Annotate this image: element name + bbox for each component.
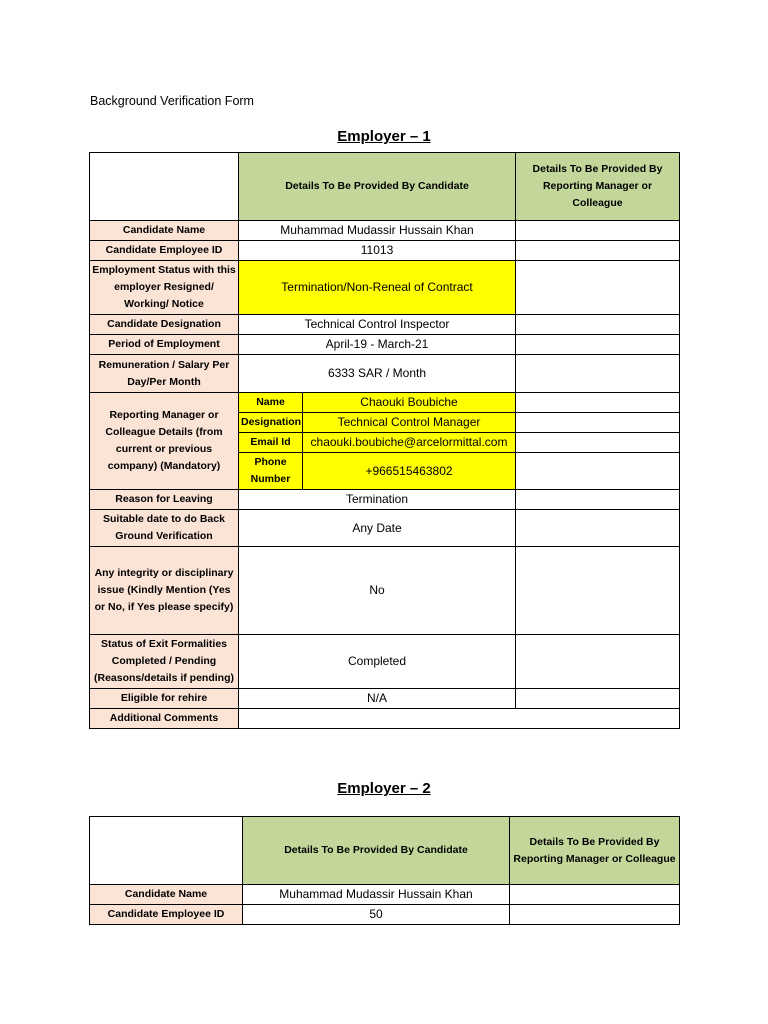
reason-leaving-label: Reason for Leaving — [90, 490, 239, 510]
manager-name-manager-cell — [516, 393, 680, 413]
comments-label: Additional Comments — [90, 709, 239, 729]
table-row — [90, 241, 680, 261]
manager-name-label: Name — [239, 393, 303, 413]
exit-formalities-manager-cell — [516, 635, 680, 689]
manager-phone-value: +966515463802 — [303, 453, 516, 490]
remuneration-label: Remuneration / Salary Per Day/Per Month — [90, 355, 239, 393]
reason-leaving-value: Termination — [239, 490, 516, 510]
remuneration-manager-cell — [516, 355, 680, 393]
table-row — [90, 547, 680, 635]
table-corner-cell — [90, 153, 239, 221]
integrity-value: No — [239, 547, 516, 635]
rehire-value: N/A — [239, 689, 516, 709]
manager-phone-manager-cell — [516, 453, 680, 490]
reporting-manager-label: Reporting Manager or Colleague Details (from current or previous company) (Mandatory) — [90, 393, 239, 490]
employment-status-value: Termination/Non-Reneal of Contract — [239, 261, 516, 315]
table-row — [90, 709, 680, 729]
manager-designation-label: Designation — [239, 413, 303, 433]
table-row — [90, 905, 680, 925]
period-value: April-19 - March-21 — [239, 335, 516, 355]
designation-manager-cell — [516, 315, 680, 335]
suitable-date-label: Suitable date to do Back Ground Verification — [90, 510, 239, 547]
integrity-manager-cell — [516, 547, 680, 635]
designation-label: Candidate Designation — [90, 315, 239, 335]
employment-status-label: Employment Status with this employer Resigned/ Working/ Notice — [90, 261, 239, 315]
table-corner-cell — [90, 817, 243, 885]
table-row — [90, 355, 680, 393]
manager-email-label: Email Id — [239, 433, 303, 453]
employer-1-table — [89, 152, 680, 729]
rehire-label: Eligible for rehire — [90, 689, 239, 709]
employment-status-manager-cell — [516, 261, 680, 315]
comments-value — [239, 709, 680, 729]
manager-email-value: chaouki.boubiche@arcelormittal.com — [303, 433, 516, 453]
candidate-name-value: Muhammad Mudassir Hussain Khan — [243, 885, 510, 905]
manager-column-header: Details To Be Provided By Reporting Manager or Colleague — [516, 153, 680, 221]
table-row — [90, 510, 680, 547]
table-row — [90, 689, 680, 709]
integrity-label: Any integrity or disciplinary issue (Kindly Mention (Yes or No, if Yes please specify) — [90, 547, 239, 635]
candidate-name-label: Candidate Name — [90, 221, 239, 241]
table-row — [90, 393, 680, 413]
employer-2-table — [89, 816, 680, 925]
table-row — [90, 635, 680, 689]
employee-id-value: 50 — [243, 905, 510, 925]
period-label: Period of Employment — [90, 335, 239, 355]
manager-name-value: Chaouki Boubiche — [303, 393, 516, 413]
candidate-name-label: Candidate Name — [90, 885, 243, 905]
candidate-name-value: Muhammad Mudassir Hussain Khan — [239, 221, 516, 241]
table-row — [90, 315, 680, 335]
employee-id-label: Candidate Employee ID — [90, 241, 239, 261]
employer-1-heading: Employer – 1 — [337, 128, 431, 145]
exit-formalities-label: Status of Exit Formalities Completed / Pending (Reasons/details if pending) — [90, 635, 239, 689]
document-title: Background Verification Form — [90, 94, 254, 108]
employee-id-value: 11013 — [239, 241, 516, 261]
table-row — [90, 885, 680, 905]
candidate-name-manager-cell — [510, 885, 680, 905]
suitable-date-manager-cell — [516, 510, 680, 547]
remuneration-value: 6333 SAR / Month — [239, 355, 516, 393]
table-row — [90, 335, 680, 355]
employee-id-label: Candidate Employee ID — [90, 905, 243, 925]
manager-column-header: Details To Be Provided By Reporting Manager or Colleague — [510, 817, 680, 885]
period-manager-cell — [516, 335, 680, 355]
manager-designation-manager-cell — [516, 413, 680, 433]
employee-id-manager-cell — [516, 241, 680, 261]
candidate-name-manager-cell — [516, 221, 680, 241]
suitable-date-value: Any Date — [239, 510, 516, 547]
table-row — [90, 261, 680, 315]
rehire-manager-cell — [516, 689, 680, 709]
exit-formalities-value: Completed — [239, 635, 516, 689]
designation-value: Technical Control Inspector — [239, 315, 516, 335]
manager-email-manager-cell — [516, 433, 680, 453]
table-row — [90, 490, 680, 510]
candidate-column-header: Details To Be Provided By Candidate — [243, 817, 510, 885]
manager-designation-value: Technical Control Manager — [303, 413, 516, 433]
employer-2-heading: Employer – 2 — [337, 780, 431, 797]
reason-leaving-manager-cell — [516, 490, 680, 510]
employee-id-manager-cell — [510, 905, 680, 925]
candidate-column-header: Details To Be Provided By Candidate — [239, 153, 516, 221]
manager-phone-label: Phone Number — [239, 453, 303, 490]
table-row — [90, 221, 680, 241]
